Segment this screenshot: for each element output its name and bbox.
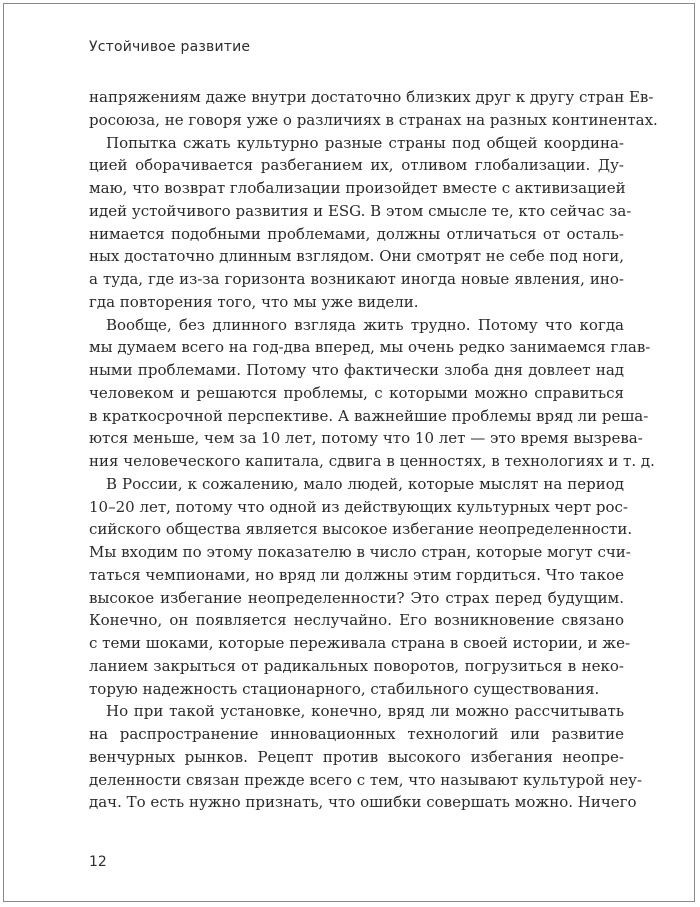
text-line: напряжениям даже внутри достаточно близких друг к другу стран Ев- bbox=[89, 88, 654, 106]
paragraph bbox=[89, 86, 658, 132]
text-line: Попытка сжать культурно разные страны под общей координа- bbox=[106, 133, 624, 152]
text-line: таться чемпионами, но вряд ли должны этим гордиться. Что такое bbox=[89, 565, 624, 584]
text-line: венчурных рынков. Рецепт против высокого избегания неопре- bbox=[89, 747, 624, 766]
text-line: Мы входим по этому показателю в число стран, которые могут счи- bbox=[89, 543, 631, 561]
text-line: а туда, где из-за горизонта возникают иногда новые явления, ино- bbox=[89, 270, 624, 288]
text-line: деленности связан прежде всего с тем, что называют культурой неу- bbox=[89, 770, 643, 789]
text-line: ланием закрыться от радикальных поворотов, погрузиться в неко- bbox=[89, 656, 624, 675]
paragraph bbox=[89, 314, 655, 473]
text-line: человеком и решаются проблемы, с которыми можно справиться bbox=[89, 383, 624, 402]
text-line: высокое избегание неопределенности? Это страх перед будущим. bbox=[89, 588, 624, 607]
text-line: Но при такой установке, конечно, вряд ли можно рассчитывать bbox=[106, 702, 624, 721]
page bbox=[3, 3, 695, 902]
paragraph bbox=[89, 473, 633, 701]
text-line: Вообще, без длинного взгляда жить трудно. Потому что когда bbox=[106, 315, 624, 334]
text-line: на распространение инновационных технологий или развитие bbox=[89, 725, 624, 743]
running-head-title: Устойчивое развитие bbox=[89, 39, 251, 55]
text-line: торую надежность стационарного, стабильного существования. bbox=[89, 679, 600, 698]
text-line: с теми шоками, которые переживала страна в своей истории, и же- bbox=[89, 634, 631, 652]
text-line: гда повторения того, что мы уже видели. bbox=[89, 292, 419, 311]
text-line: идей устойчивого развития и ESG. В этом смысле те, кто сейчас за- bbox=[89, 201, 632, 220]
text-line: росоюза, не говоря уже о различиях в странах на разных континентах. bbox=[89, 110, 658, 129]
text-line: ными проблемами. Потому что фактически злоба дня довлеет над bbox=[89, 361, 624, 379]
text-line: В России, к сожалению, мало людей, которые мыслят на период bbox=[106, 474, 624, 493]
text-line: ния человеческого капитала, сдвига в ценностях, в технологиях и т. д. bbox=[89, 452, 655, 470]
text-line: дач. То есть нужно признать, что ошибки совершать можно. Ничего bbox=[89, 793, 637, 812]
paragraph bbox=[89, 132, 632, 314]
text-line: цией оборачивается разбеганием их, отливом глобализации. Ду- bbox=[89, 156, 624, 175]
text-line: нимается подобными проблемами, должны отличаться от осталь- bbox=[89, 224, 624, 243]
text-line: маю, что возврат глобализации произойдет вместе с активизацией bbox=[89, 179, 626, 197]
text-line: 10–20 лет, потому что одной из действующих культурных черт рос- bbox=[89, 497, 628, 516]
text-line: ных достаточно длинным взглядом. Они смотрят не себе под ноги, bbox=[89, 247, 625, 266]
text-line: ются меньше, чем за 10 лет, потому что 10 лет — это время вызрева- bbox=[89, 429, 643, 448]
paragraph bbox=[89, 700, 643, 814]
body-text bbox=[89, 86, 658, 814]
text-line: в краткосрочной перспективе. А важнейшие проблемы вряд ли реша- bbox=[89, 406, 649, 425]
text-line: мы думаем всего на год-два вперед, мы очень редко занимаемся глав- bbox=[89, 338, 651, 357]
text-line: сийского общества является высокое избегание неопределенности. bbox=[89, 520, 633, 539]
page-number: 12 bbox=[89, 854, 107, 870]
text-line: Конечно, он появляется неслучайно. Его возникновение связано bbox=[89, 611, 624, 630]
